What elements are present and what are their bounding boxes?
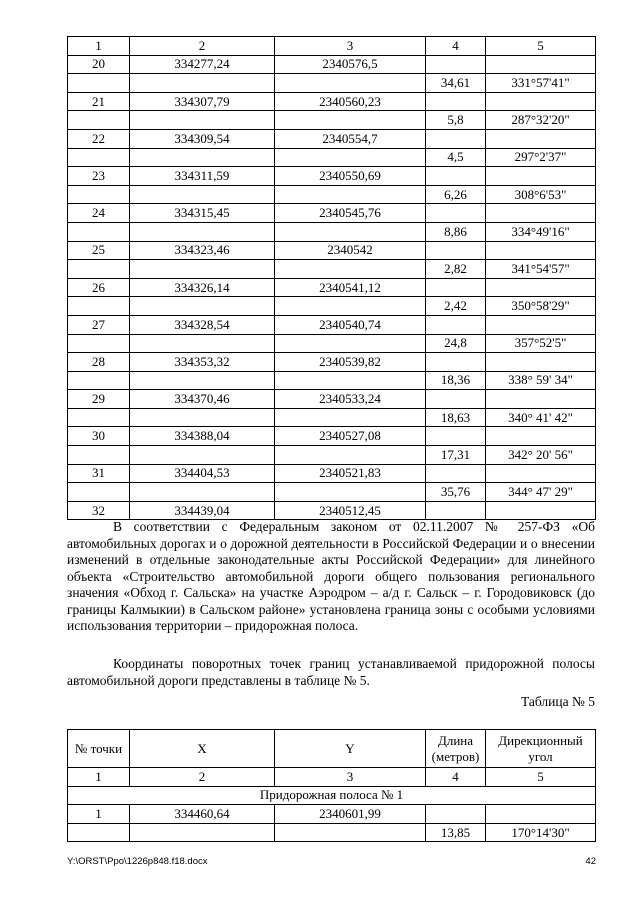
empty-cell xyxy=(426,501,486,520)
table-row xyxy=(68,278,596,297)
segment-angle: 344° 47' 29" xyxy=(486,483,596,502)
coord-x: 334404,53 xyxy=(130,464,275,483)
empty-cell xyxy=(275,446,426,465)
col-number-5: 5 xyxy=(486,37,596,56)
coord-y: 2340542 xyxy=(275,241,426,260)
coord-y: 2340533,24 xyxy=(275,390,426,409)
empty-cell xyxy=(68,111,130,130)
coord-y: 2340541,12 xyxy=(275,278,426,297)
empty-cell xyxy=(130,185,275,204)
coord-x: 334315,45 xyxy=(130,204,275,223)
coord-y: 2340545,76 xyxy=(275,204,426,223)
body-paragraph-1: В соответствии с Федеральным законом от 02.11.2007 № 257-ФЗ «Об автомобильных дорогах и о дорожной деятельности в Российской Федерации и о внесении изменений в отдельные законодательные акты Российской Федерации» для линейного объекта «Строительство автомобильной дороги общего пользования регионального значения «Обход г. Сальска» на участке Аэродром – а/д г. Сальск – г. Городовиковск (до границы Калмыкии) в Сальском районе» установлена граница зоны с особыми условиями использования территории – придорожная полоса. xyxy=(67,519,595,633)
table-row-segment xyxy=(68,371,596,390)
empty-cell xyxy=(275,148,426,167)
col-number-5: 5 xyxy=(486,768,596,787)
roadside-strip-table xyxy=(67,729,596,842)
empty-cell xyxy=(426,353,486,372)
table-row-segment xyxy=(68,408,596,427)
empty-cell xyxy=(130,371,275,390)
table-row-segment xyxy=(68,823,596,842)
segment-length: 6,26 xyxy=(426,185,486,204)
coord-y: 2340539,82 xyxy=(275,353,426,372)
empty-cell xyxy=(275,334,426,353)
empty-cell xyxy=(68,260,130,279)
coord-x: 334388,04 xyxy=(130,427,275,446)
segment-angle xyxy=(486,805,596,824)
header-length: Длина (метров) xyxy=(426,730,486,768)
empty-cell xyxy=(486,315,596,334)
empty-cell xyxy=(426,129,486,148)
point-number: 22 xyxy=(68,129,130,148)
table-row xyxy=(68,315,596,334)
table-row xyxy=(68,204,596,223)
point-number: 20 xyxy=(68,55,130,74)
col-number-4: 4 xyxy=(426,37,486,56)
segment-angle: 170°14'30" xyxy=(486,823,596,842)
coord-y: 2340550,69 xyxy=(275,167,426,186)
header-point: № точки xyxy=(68,730,130,768)
empty-cell xyxy=(486,241,596,260)
empty-cell xyxy=(486,92,596,111)
point-number: 28 xyxy=(68,353,130,372)
empty-cell xyxy=(486,55,596,74)
empty-cell xyxy=(275,222,426,241)
empty-cell xyxy=(130,483,275,502)
col-number-3: 3 xyxy=(275,768,426,787)
col-number-4: 4 xyxy=(426,768,486,787)
col-number-2: 2 xyxy=(130,37,275,56)
table5-header-row xyxy=(68,730,596,768)
table-row-segment xyxy=(68,260,596,279)
segment-angle: 287°32'20" xyxy=(486,111,596,130)
coord-x: 334277,24 xyxy=(130,55,275,74)
header-angle: Дирекционный угол xyxy=(486,730,596,768)
segment-length: 13,85 xyxy=(426,823,486,842)
coord-y: 2340540,74 xyxy=(275,315,426,334)
segment-length: 35,76 xyxy=(426,483,486,502)
col-number-2: 2 xyxy=(130,768,275,787)
empty-cell xyxy=(275,823,426,842)
coord-x: 334370,46 xyxy=(130,390,275,409)
empty-cell xyxy=(68,148,130,167)
point-number: 29 xyxy=(68,390,130,409)
point-number: 21 xyxy=(68,92,130,111)
segment-length: 4,5 xyxy=(426,148,486,167)
segment-angle: 331°57'41" xyxy=(486,74,596,93)
point-number: 23 xyxy=(68,167,130,186)
coord-x: 334311,59 xyxy=(130,167,275,186)
header-x: X xyxy=(130,730,275,768)
footer-file-path: Y:\ORST\Ppo\1226p848.f18.docx xyxy=(67,856,208,867)
table-row xyxy=(68,167,596,186)
empty-cell xyxy=(486,278,596,297)
empty-cell xyxy=(68,74,130,93)
empty-cell xyxy=(486,390,596,409)
empty-cell xyxy=(130,222,275,241)
coord-x: 334309,54 xyxy=(130,129,275,148)
empty-cell xyxy=(68,408,130,427)
table5-number-row xyxy=(68,768,596,787)
point-number: 30 xyxy=(68,427,130,446)
empty-cell xyxy=(68,297,130,316)
empty-cell xyxy=(426,241,486,260)
segment-length: 5,8 xyxy=(426,111,486,130)
col-number-1: 1 xyxy=(68,37,130,56)
empty-cell xyxy=(275,74,426,93)
point-number: 27 xyxy=(68,315,130,334)
table-row-segment xyxy=(68,148,596,167)
empty-cell xyxy=(130,823,275,842)
segment-length: 8,86 xyxy=(426,222,486,241)
col-number-1: 1 xyxy=(68,768,130,787)
empty-cell xyxy=(486,129,596,148)
coord-x: 334328,54 xyxy=(130,315,275,334)
coord-y: 2340560,23 xyxy=(275,92,426,111)
coord-x: 334439,04 xyxy=(130,501,275,520)
table-row xyxy=(68,464,596,483)
table-5-caption: Таблица № 5 xyxy=(521,694,595,709)
coord-x: 334307,79 xyxy=(130,92,275,111)
segment-angle: 341°54'57" xyxy=(486,260,596,279)
segment-length: 18,36 xyxy=(426,371,486,390)
header-y: Y xyxy=(275,730,426,768)
empty-cell xyxy=(486,427,596,446)
empty-cell xyxy=(68,185,130,204)
table-row xyxy=(68,353,596,372)
segment-length: 17,31 xyxy=(426,446,486,465)
table-row-segment xyxy=(68,334,596,353)
coord-y: 2340554,7 xyxy=(275,129,426,148)
point-number: 1 xyxy=(68,805,130,824)
empty-cell xyxy=(130,111,275,130)
coord-y: 2340601,99 xyxy=(275,805,426,824)
empty-cell xyxy=(426,204,486,223)
table-row-segment xyxy=(68,222,596,241)
empty-cell xyxy=(426,464,486,483)
segment-angle: 334°49'16" xyxy=(486,222,596,241)
point-number: 25 xyxy=(68,241,130,260)
table-row xyxy=(68,427,596,446)
table-row xyxy=(68,241,596,260)
table-row-segment xyxy=(68,483,596,502)
coord-x: 334353,32 xyxy=(130,353,275,372)
table-row-segment xyxy=(68,185,596,204)
empty-cell xyxy=(486,204,596,223)
segment-length: 34,61 xyxy=(426,74,486,93)
empty-cell xyxy=(486,167,596,186)
table-row xyxy=(68,805,596,824)
empty-cell xyxy=(68,222,130,241)
section-title: Придорожная полоса № 1 xyxy=(68,786,596,805)
empty-cell xyxy=(426,278,486,297)
segment-angle: 297°2'37" xyxy=(486,148,596,167)
section-title-row xyxy=(68,786,596,805)
empty-cell xyxy=(426,55,486,74)
empty-cell xyxy=(130,74,275,93)
table-row-segment xyxy=(68,297,596,316)
segment-angle: 342° 20' 56" xyxy=(486,446,596,465)
table-row-segment xyxy=(68,446,596,465)
segment-angle: 357°52'5" xyxy=(486,334,596,353)
table-row xyxy=(68,129,596,148)
point-number: 32 xyxy=(68,501,130,520)
segment-length: 2,82 xyxy=(426,260,486,279)
empty-cell xyxy=(130,260,275,279)
empty-cell xyxy=(275,371,426,390)
segment-length xyxy=(426,805,486,824)
empty-cell xyxy=(426,427,486,446)
segment-length: 18,63 xyxy=(426,408,486,427)
col-number-3: 3 xyxy=(275,37,426,56)
point-number: 26 xyxy=(68,278,130,297)
coord-y: 2340521,83 xyxy=(275,464,426,483)
empty-cell xyxy=(426,167,486,186)
empty-cell xyxy=(486,501,596,520)
coord-x: 334326,14 xyxy=(130,278,275,297)
empty-cell xyxy=(426,315,486,334)
empty-cell xyxy=(275,297,426,316)
segment-angle: 338° 59' 34" xyxy=(486,371,596,390)
empty-cell xyxy=(486,353,596,372)
segment-angle: 308°6'53" xyxy=(486,185,596,204)
empty-cell xyxy=(130,148,275,167)
table-header-row xyxy=(68,37,596,56)
empty-cell xyxy=(275,260,426,279)
empty-cell xyxy=(68,334,130,353)
segment-angle: 340° 41' 42" xyxy=(486,408,596,427)
table-row-segment xyxy=(68,74,596,93)
table-row xyxy=(68,55,596,74)
coord-y: 2340576,5 xyxy=(275,55,426,74)
empty-cell xyxy=(426,390,486,409)
empty-cell xyxy=(68,446,130,465)
empty-cell xyxy=(426,92,486,111)
segment-length: 2,42 xyxy=(426,297,486,316)
empty-cell xyxy=(68,823,130,842)
segment-angle: 350°58'29" xyxy=(486,297,596,316)
empty-cell xyxy=(275,483,426,502)
page-number: 42 xyxy=(585,856,596,867)
empty-cell xyxy=(275,111,426,130)
point-number: 24 xyxy=(68,204,130,223)
coordinates-table-continued xyxy=(67,36,596,520)
table-row xyxy=(68,501,596,520)
empty-cell xyxy=(130,446,275,465)
empty-cell xyxy=(68,371,130,390)
empty-cell xyxy=(275,185,426,204)
coord-y: 2340527,08 xyxy=(275,427,426,446)
empty-cell xyxy=(68,483,130,502)
table-row xyxy=(68,390,596,409)
coord-x: 334323,46 xyxy=(130,241,275,260)
point-number: 31 xyxy=(68,464,130,483)
empty-cell xyxy=(130,334,275,353)
table-row xyxy=(68,92,596,111)
empty-cell xyxy=(275,408,426,427)
empty-cell xyxy=(130,297,275,316)
coord-x: 334460,64 xyxy=(130,805,275,824)
coord-y: 2340512,45 xyxy=(275,501,426,520)
segment-length: 24,8 xyxy=(426,334,486,353)
empty-cell xyxy=(486,464,596,483)
empty-cell xyxy=(130,408,275,427)
table-row-segment xyxy=(68,111,596,130)
body-paragraph-2: Координаты поворотных точек границ устанавливаемой придорожной полосы автомобильной дороги представлены в таблице № 5. xyxy=(67,656,595,688)
